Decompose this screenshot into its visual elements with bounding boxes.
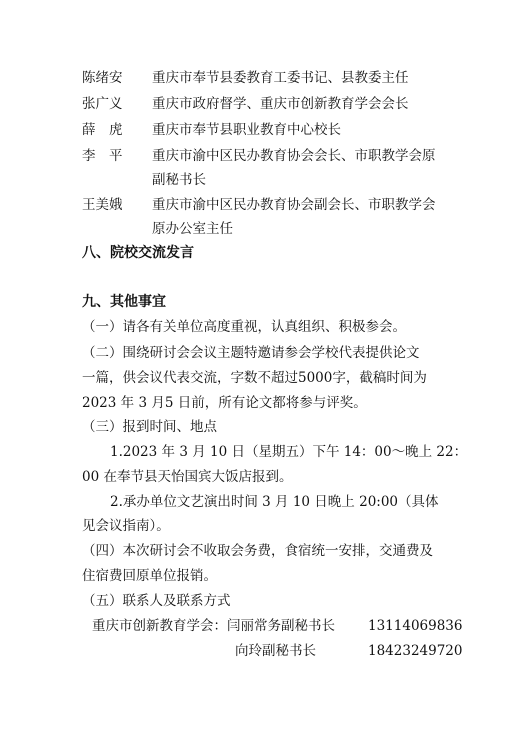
section-heading: 八、院校交流发言	[82, 245, 194, 261]
person-role: 重庆市奉节县委教育工委书记、县教委主任	[152, 70, 409, 86]
contact-label: 重庆市创新教育学会：闫丽常务副秘书长	[92, 618, 335, 634]
person-name: 张广义	[82, 96, 123, 112]
person-name: 王美娥	[82, 197, 123, 213]
paragraph-line: （一）请各有关单位高度重视，认真组织、积极参会。	[82, 319, 406, 335]
contact-phone: 18423249720	[368, 643, 463, 659]
person-role: 重庆市渝中区民办教育协会会长、市职教学会原	[152, 148, 436, 164]
person-name: 陈绪安	[82, 70, 123, 86]
paragraph-line: 一篇，供会议代表交流，字数不超过5000字，截稿时间为	[82, 370, 427, 386]
contact-phone: 13114069836	[368, 618, 463, 634]
person-name: 薛 虎	[82, 122, 123, 138]
person-role-continued: 原办公室主任	[152, 221, 233, 237]
section-heading: 九、其他事宜	[82, 294, 166, 310]
paragraph-line: 住宿费回原单位报销。	[82, 568, 217, 584]
paragraph-line: （五）联系人及联系方式	[82, 593, 231, 609]
person-name: 李 平	[82, 148, 123, 164]
paragraph-line: 2.承办单位文艺演出时间 3 月 10 日晚上 20:00（具体	[110, 494, 439, 510]
paragraph-line: （三）报到时间、地点	[82, 419, 217, 435]
person-role-continued: 副秘书长	[152, 172, 206, 188]
paragraph-line: 见会议指南）。	[82, 518, 170, 534]
person-role: 重庆市渝中区民办教育协会副会长、市职教学会	[152, 197, 436, 213]
person-role: 重庆市奉节县职业教育中心校长	[152, 122, 341, 138]
paragraph-line: （二）围绕研讨会会议主题特邀请参会学校代表提供论文	[82, 345, 420, 361]
paragraph-line: （四）本次研讨会不收取会务费，食宿统一安排，交通费及	[82, 543, 433, 559]
paragraph-line: 00 在奉节县天怡国宾大饭店报到。	[82, 469, 293, 485]
paragraph-line: 1.2023 年 3 月 10 日（星期五）下午 14：00～晚上 22：	[110, 444, 468, 460]
person-role: 重庆市政府督学、重庆市创新教育学会会长	[152, 96, 409, 112]
paragraph-line: 2023 年 3 月5 日前，所有论文都将参与评奖。	[82, 395, 367, 411]
contact-label: 向玲副秘书长	[235, 643, 316, 659]
